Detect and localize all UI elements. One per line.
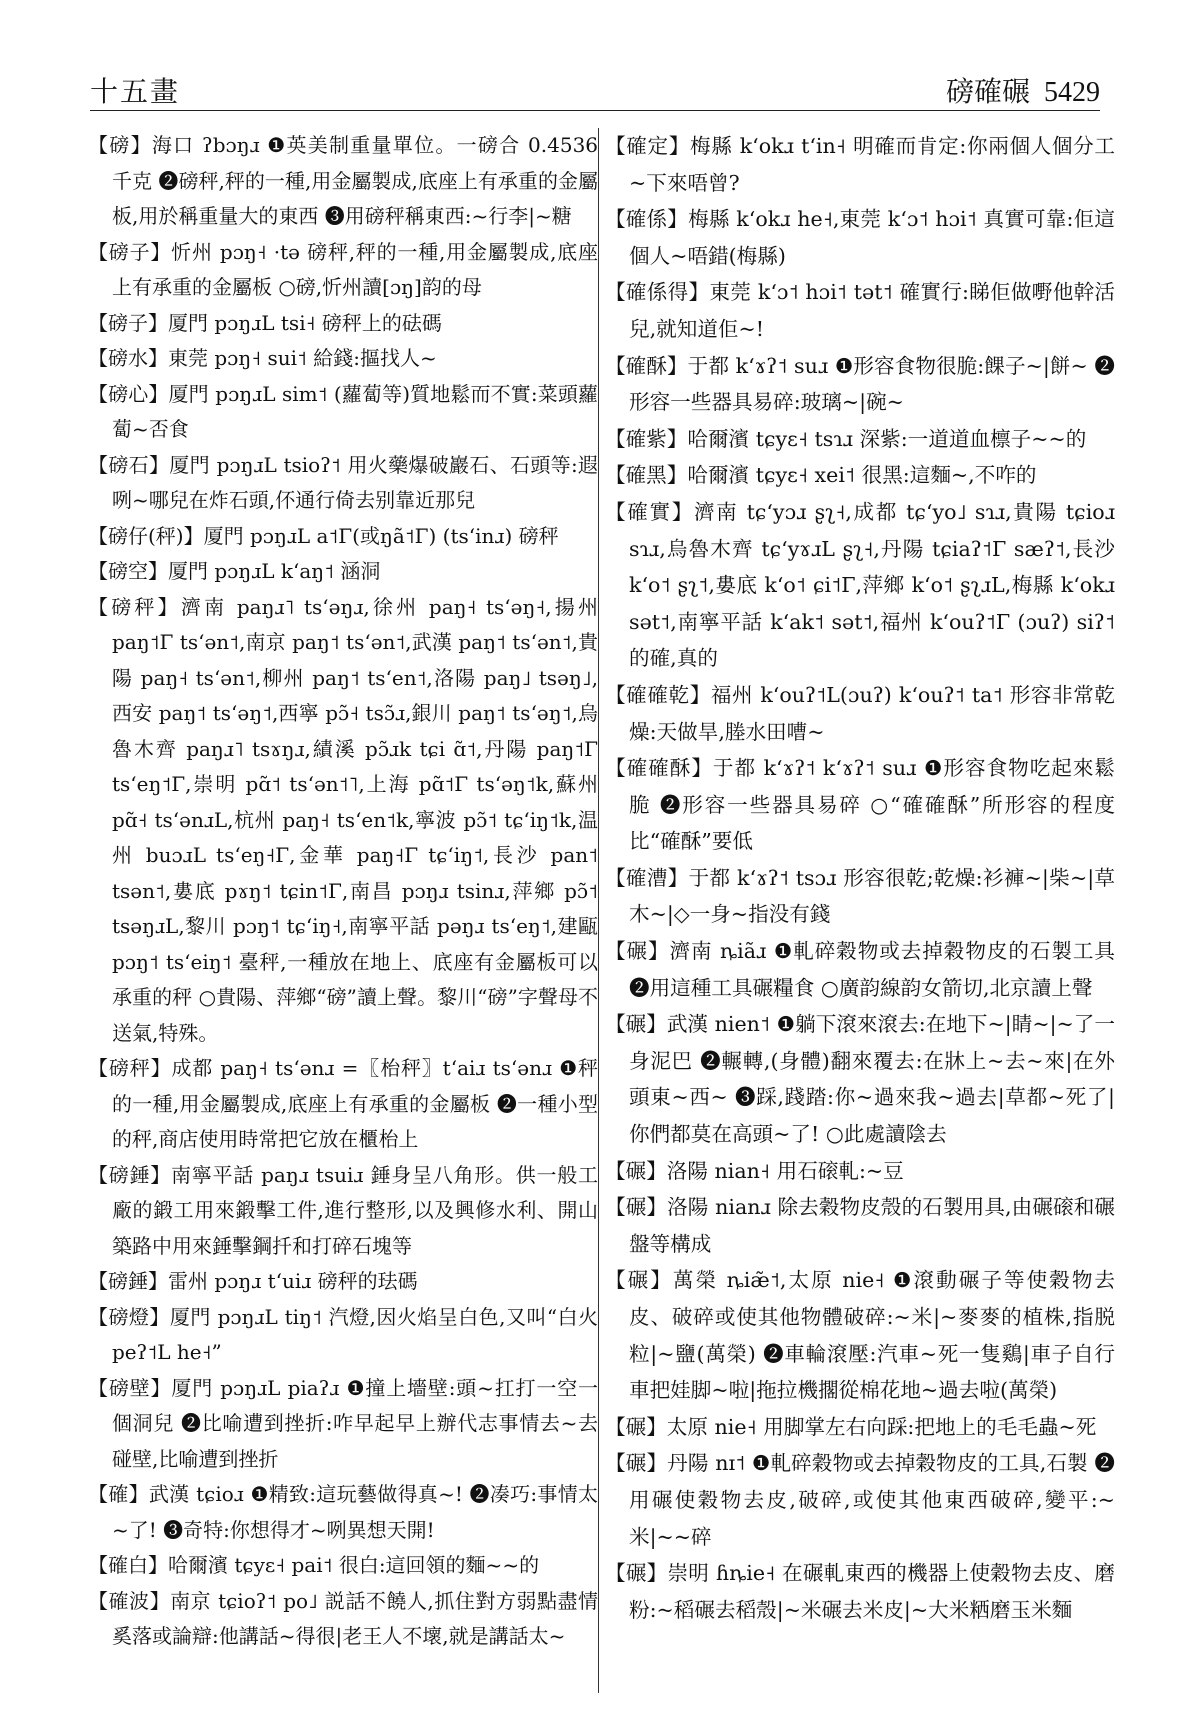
- bracket-close: 】: [666, 426, 688, 451]
- entry-headword: 確黑: [625, 463, 667, 488]
- bracket-close: 】: [149, 1588, 171, 1613]
- bracket-close: 】: [128, 1482, 149, 1506]
- bracket-open: 【: [605, 426, 626, 451]
- entry-definition: 梅縣 kʻokɹ tʻin˧ 明確而肯定:你兩個人個分工~下來唔曾?: [629, 134, 1116, 195]
- right-column: [605, 128, 1115, 1628]
- entry-definition: 福州 kʻouʔ˦L(ɔuʔ) kʻouʔ˦ ta˦ 形容非常乾燥:天做旱,塍水田嘈~: [629, 682, 1116, 744]
- dictionary-entry: [605, 1409, 1115, 1446]
- entry-headword: 磅空: [108, 559, 148, 583]
- entry-headword: 確漕: [625, 865, 668, 890]
- bracket-open: 【: [605, 756, 627, 781]
- entry-headword: 磅秤: [108, 1056, 151, 1080]
- bracket-close: 】: [150, 1375, 172, 1400]
- entry-definition: 濟南 ȵiãɹ ❶軋碎穀物或去掉穀物皮的石製工具 ❷用這種工具碾糧食 ○廣韵線韵女箭切,北京讀上聲: [629, 939, 1116, 1000]
- bracket-close: 】: [666, 463, 688, 488]
- entry-definition: 南京 tɕioʔ˦ po˩ 説話不饒人,抓住對方弱點盡情奚落或論辯:他講話~得很|老王人不壞,就是講話太~: [112, 1588, 599, 1648]
- entry-definition: 忻州 pɔŋ˧ ·tə 磅秤,秤的一種,用金屬製成,底座上有承重的金屬板 ○磅,忻州讀[ɔŋ]韵的母: [112, 239, 599, 299]
- entry-headword: 碾: [627, 1268, 651, 1293]
- entry-headword: 碾: [625, 1195, 647, 1220]
- bracket-close: 】: [148, 1553, 168, 1577]
- bracket-open: 【: [605, 280, 626, 305]
- entry-definition: 東莞 pɔŋ˧ sui˦ 給錢:摳找人~: [168, 346, 437, 370]
- bracket-open: 【: [605, 1451, 626, 1476]
- entry-headword: 確確乾: [626, 682, 690, 707]
- entry-definition: 洛陽 nianɹ 除去穀物皮殼的石製用具,由碾磙和碾盤等構成: [629, 1195, 1116, 1256]
- dictionary-entry: [88, 1584, 598, 1655]
- bracket-open: 【: [605, 1158, 626, 1183]
- bracket-close: 】: [646, 1561, 668, 1586]
- bracket-open: 【: [88, 1304, 109, 1329]
- dictionary-entry: [88, 1477, 598, 1548]
- entry-headword: 確酥: [625, 353, 667, 378]
- dictionary-entry: [605, 933, 1115, 1006]
- entry-headword: 磅子: [108, 239, 151, 264]
- bracket-open: 【: [88, 452, 109, 477]
- entry-definition: 崇明 ɦȵie˧ 在碾軋東西的機器上使穀物去皮、磨粉:~稻碾去稻殼|~米碾去米皮|~大米粞磨玉米麵: [629, 1561, 1115, 1622]
- dictionary-entry: [88, 341, 598, 377]
- dictionary-entry: [605, 348, 1115, 421]
- bracket-close: 】: [646, 1012, 667, 1037]
- bracket-close: 】: [157, 594, 181, 619]
- bracket-open: 【: [605, 207, 626, 232]
- bracket-open: 【: [605, 1268, 628, 1293]
- bracket-open: 【: [88, 594, 112, 619]
- header-guide-chars: 磅確碾: [945, 75, 1030, 108]
- dictionary-entry: [88, 1051, 598, 1158]
- entry-definition: 厦門 pɔŋɹL sim˦ (蘿蔔等)質地鬆而不實:菜頭蘿蔔~否食: [112, 381, 599, 441]
- bracket-close: 】: [148, 452, 170, 477]
- bracket-open: 【: [605, 682, 627, 707]
- entry-definition: 東莞 kʻɔ˦ hɔi˦ tət˦ 確實行:睇佢做嘢他幹活兒,就知道佢~!: [629, 280, 1116, 341]
- entry-headword: 碾: [625, 1451, 647, 1476]
- bracket-close: 】: [650, 1268, 673, 1293]
- dictionary-entry: [605, 1189, 1115, 1262]
- bracket-open: 【: [88, 310, 108, 335]
- column-divider: [598, 128, 599, 1693]
- header-section-title: 十五畫: [90, 75, 181, 108]
- dictionary-entry: [605, 274, 1115, 347]
- bracket-close: 】: [148, 346, 168, 370]
- entry-definition: 厦門 pɔŋɹL tiŋ˦ 汽燈,因火焰呈白色,又叫“白火 peʔ˦L he˧”: [112, 1304, 599, 1364]
- dictionary-entry: [605, 1445, 1115, 1555]
- dictionary-entry: [88, 554, 598, 590]
- entry-headword: 確波: [108, 1588, 150, 1613]
- bracket-open: 【: [88, 1162, 109, 1187]
- entry-definition: 濟南 paŋɹ˥ tsʻəŋɹ,徐州 paŋ˧ tsʻəŋ˧,揚州 paŋ˦Γ tsʻən˦,南京 paŋ˦ tsʻən˦,武漢 paŋ˦ tsʻən˦,貴陽 paŋ˧ tsʻən˦,柳州 paŋ˦ tsʻen˦,洛陽 paŋ˩ tsəŋ˩,西安 paŋ˦ tsʻəŋ˦,西寧 pɔ̃˧ tsɔ̃ɹ,銀川 paŋ˦ tsʻəŋ˦,烏魯木齊 paŋɹ˥ tsɤŋɹ,績溪 pɔ̃ɹk tɕi ɑ̃˦,丹陽 paŋ˦Γ tsʻeŋ˦Γ,崇明 pɑ̃˦ tsʻən˦˥,上海 pɑ̃˦Γ tsʻəŋ˦k,蘇州 pɑ̃˧ tsʻənɹL,杭州 paŋ˧ tsʻen˦k,寧波 pɔ̃˦ tɕʻiŋ˦k,温州 buɔɹL tsʻeŋ˧Γ,金華 paŋ˧Γ tɕʻiŋ˦,長沙 pan˦ tsən˦,婁底 pɤŋ˦ tɕin˦Γ,南昌 pɔŋɹ tsinɹ,萍鄉 pɔ̃˦ tsəŋɹL,黎川 pɔŋ˦ tɕʻiŋ˧,南寧平話 pəŋɹ tsʻeŋ˦,建甌 pɔŋ˦ tsʻeiŋ˦ 臺秤,一種放在地上、底座有金屬板可以承重的秤 ○貴陽、萍鄉“磅”讀上聲。黎川“磅”字聲母不送氣,特殊。: [112, 594, 598, 1045]
- entry-headword: 磅秤: [111, 594, 158, 619]
- bracket-close: 】: [646, 1158, 667, 1183]
- bracket-close: 】: [688, 280, 710, 305]
- entry-definition: 哈爾濱 tɕyɛ˧ xei˦ 很黑:這麵~,不咋的: [687, 463, 1037, 488]
- bracket-close: 】: [648, 939, 670, 964]
- dictionary-entry: [88, 1371, 598, 1478]
- dictionary-entry: [605, 1262, 1115, 1408]
- bracket-open: 【: [605, 1561, 626, 1586]
- entry-headword: 磅燈: [108, 1304, 150, 1329]
- entry-headword: 磅子: [108, 310, 148, 335]
- dictionary-entry: [88, 1158, 598, 1265]
- bracket-open: 【: [88, 381, 109, 406]
- left-column: [88, 128, 598, 1655]
- entry-definition: 洛陽 nian˧ 用石磙軋:~豆: [666, 1158, 904, 1183]
- entry-definition: 哈爾濱 tɕyɛ˧ pai˦ 很白:這回領的麵~~的: [168, 1553, 540, 1577]
- entry-headword: 磅壁: [108, 1375, 151, 1400]
- dictionary-entry: [605, 860, 1115, 933]
- entry-definition: 于都 kʻɤʔ˦ kʻɤʔ˦ suɹ ❶形容食物吃起來鬆脆 ❷形容一些器具易碎 ○“確確酥”所形容的程度比“確酥”要低: [629, 756, 1116, 854]
- dictionary-entry: [88, 1300, 598, 1371]
- entry-headword: 確紫: [625, 426, 667, 451]
- bracket-close: 】: [183, 523, 204, 548]
- bracket-open: 【: [605, 499, 628, 524]
- dictionary-entry: [605, 421, 1115, 458]
- dictionary-entry: [605, 1153, 1115, 1190]
- page-header: [90, 62, 1100, 111]
- entry-definition: 厦門 pɔŋɹL tsi˧ 磅秤上的砝碼: [168, 310, 442, 335]
- header-right: [946, 70, 1100, 110]
- dictionary-entry: [88, 235, 598, 306]
- dictionary-entry: [605, 494, 1115, 677]
- bracket-open: 【: [88, 1375, 109, 1400]
- bracket-close: 】: [646, 1195, 668, 1220]
- entry-definition: 成都 paŋ˧ tsʻənɹ =〖枱秤〗tʻaiɹ tsʻənɹ ❶秤的一種,用金屬製成,底座上有承重的金屬板 ❷一種小型的秤,商店使用時常把它放在櫃枱上: [112, 1056, 599, 1151]
- entry-headword: 磅石: [108, 452, 149, 477]
- bracket-open: 【: [88, 1056, 109, 1080]
- bracket-close: 】: [646, 1451, 668, 1476]
- dictionary-entry: [605, 201, 1115, 274]
- bracket-close: 】: [130, 133, 152, 157]
- bracket-close: 】: [691, 756, 713, 781]
- dictionary-entry: [605, 457, 1115, 494]
- entry-definition: 于都 kʻɤʔ˦ suɹ ❶形容食物很脆:餜子~|餅~ ❷形容一些器具易碎:玻璃~|碗~: [629, 353, 1116, 415]
- entry-headword: 磅: [109, 133, 131, 157]
- entry-headword: 碾: [625, 1561, 647, 1586]
- entry-definition: 厦門 pɔŋɹL a˦Γ(或ŋã˦Γ) (tsʻinɹ) 磅秤: [203, 523, 559, 548]
- entry-headword: 磅錘: [108, 1269, 148, 1293]
- bracket-open: 【: [605, 134, 627, 158]
- bracket-close: 】: [150, 1162, 171, 1187]
- entry-definition: 武漢 nien˦ ❶躺下滾來滾去:在地下~|睛~|~了一身泥巴 ❷輾轉,(身體)翻來覆去:在牀上~去~來|在外頭東~西~ ❸踩,踐踏:你~過來我~過去|草都~死了|你們都莫在高頭~了! ○此處讀陰去: [629, 1012, 1116, 1147]
- dictionary-entry: [88, 377, 598, 448]
- bracket-close: 】: [148, 559, 168, 583]
- bracket-open: 【: [88, 346, 108, 370]
- bracket-open: 【: [88, 1482, 109, 1506]
- bracket-close: 】: [148, 1269, 168, 1293]
- entry-definition: 于都 kʻɤʔ˦ tsɔɹ 形容很乾;乾燥:衫褲~|柴~|草木~|◇一身~指没有錢: [629, 865, 1116, 927]
- entry-headword: 確定: [626, 134, 669, 158]
- entry-headword: 碾: [626, 939, 649, 964]
- bracket-close: 】: [668, 134, 690, 158]
- bracket-open: 【: [605, 1012, 626, 1037]
- entry-headword: 碾: [625, 1414, 647, 1439]
- dictionary-entry: [88, 128, 598, 235]
- entry-definition: 雷州 pɔŋɹ tʻuiɹ 磅秤的珐碼: [168, 1269, 418, 1293]
- entry-definition: 萬榮 ȵiæ̃˦,太原 nie˧ ❶滾動碾子等使穀物去皮、破碎或使其他物體破碎:~米|~麥麥的植株,指脱粒|~鹽(萬榮) ❷車輪滾壓:汽車~死一隻鷄|車子自行車把娃脚~啦|拖拉機擱從棉花地~過去啦(萬榮): [629, 1268, 1116, 1403]
- page-number: 5429: [1044, 77, 1100, 108]
- bracket-open: 【: [605, 939, 627, 964]
- entry-headword: 磅水: [108, 346, 148, 370]
- bracket-open: 【: [605, 1414, 626, 1439]
- bracket-close: 】: [150, 239, 172, 264]
- dictionary-entry: [88, 519, 598, 555]
- entry-definition: 厦門 pɔŋɹL tsioʔ˦ 用火藥爆破巖石、石頭等:遐咧~哪兒在炸石頭,伓通行倚去别靠近那兒: [112, 452, 599, 512]
- bracket-open: 【: [88, 559, 108, 583]
- entry-definition: 海口 ʔbɔŋɹ ❶英美制重量單位。一磅合 0.4536 千克 ❷磅秤,秤的一種,用金屬製成,底座上有承重的金屬板,用於稱重量大的東西 ❸用磅秤稱東西:~行李|~糖: [112, 133, 599, 228]
- bracket-open: 【: [88, 239, 109, 264]
- dictionary-entry: [605, 750, 1115, 860]
- bracket-open: 【: [88, 133, 110, 157]
- dictionary-entry: [605, 1006, 1115, 1152]
- entry-headword: 碾: [625, 1158, 647, 1183]
- entry-headword: 確: [108, 1482, 129, 1506]
- bracket-close: 】: [667, 865, 689, 890]
- entry-definition: 丹陽 nɪ˦ ❶軋碎穀物或去掉穀物皮的工具,石製 ❷用碾使穀物去皮,破碎,或使其他東西破碎,變平:~米|~~碎: [629, 1451, 1116, 1549]
- bracket-close: 】: [646, 1414, 667, 1439]
- entry-headword: 確實: [627, 499, 672, 524]
- dictionary-entry: [605, 1555, 1115, 1628]
- entry-headword: 磅心: [108, 381, 149, 406]
- entry-definition: 南寧平話 paŋɹ tsuiɹ 錘身呈八角形。供一般工廠的鍛工用來鍛擊工件,進行整形,以及興修水利、開山築路中用來錘擊鋼扦和打碎石塊等: [112, 1162, 599, 1258]
- entry-definition: 梅縣 kʻokɹ he˧,東莞 kʻɔ˦ hɔi˦ 真實可靠:佢這個人~唔錯(梅縣): [629, 207, 1116, 268]
- entry-headword: 磅仔(秤): [108, 523, 184, 548]
- bracket-open: 【: [605, 463, 626, 488]
- bracket-close: 】: [671, 499, 694, 524]
- dictionary-entry: [605, 677, 1115, 750]
- bracket-close: 】: [149, 1304, 170, 1329]
- dictionary-entry: [605, 128, 1115, 201]
- bracket-open: 【: [605, 865, 626, 890]
- entry-definition: 武漢 tɕioɹ ❶精致:這玩藝做得真~! ❷凑巧:事情太~了! ❸奇特:你想得才~咧異想天開!: [112, 1482, 599, 1542]
- entry-definition: 濟南 tɕʻyɔɹ ʂʅ˧,成都 tɕʻyo˩ sɿɹ,貴陽 tɕioɹ sɿɹ,烏魯木齊 tɕʻyɤɹL ʂʅ˧,丹陽 tɕiaʔ˦Γ sæʔ˦,長沙 kʻo˦ ʂʅ˦,婁底 kʻo˦ ɕi˦Γ,萍鄉 kʻo˦ ʂʅɹL,梅縣 kʻokɹ sət˦,南寧平話 kʻak˦ sət˦,福州 kʻouʔ˦Γ (ɔuʔ) siʔ˦ 的確,真的: [629, 499, 1116, 671]
- dictionary-entry: [88, 1264, 598, 1300]
- entry-headword: 確係得: [625, 280, 689, 305]
- entry-definition: 哈爾濱 tɕyɛ˧ tsɿɹ 深紫:一道道血檩子~~的: [687, 426, 1087, 451]
- dictionary-entry: [88, 590, 598, 1052]
- bracket-open: 【: [605, 353, 626, 378]
- bracket-close: 】: [148, 310, 168, 335]
- entry-headword: 磅錘: [108, 1162, 151, 1187]
- bracket-close: 】: [689, 682, 711, 707]
- bracket-open: 【: [605, 1195, 626, 1220]
- entry-definition: 厦門 pɔŋɹL piaʔɹ ❶撞上墻壁:頭~扛打一空一個洞兒 ❷比喻遭到挫折:咋早起早上辦代志事情去~去碰壁,比喻遭到挫折: [112, 1375, 599, 1471]
- entry-definition: 厦門 pɔŋɹL kʻaŋ˦ 涵洞: [168, 559, 381, 583]
- dictionary-entry: [88, 1548, 598, 1584]
- bracket-close: 】: [150, 1056, 172, 1080]
- bracket-open: 【: [88, 1588, 109, 1613]
- bracket-close: 】: [667, 353, 688, 378]
- bracket-close: 】: [148, 381, 169, 406]
- dictionary-entry: [88, 448, 598, 519]
- bracket-open: 【: [88, 1269, 108, 1293]
- entry-definition: 太原 nie˧ 用脚掌左右向踩:把地上的毛毛蟲~死: [666, 1414, 1097, 1439]
- bracket-open: 【: [88, 523, 108, 548]
- dictionary-entry: [88, 306, 598, 342]
- entry-headword: 確確酥: [626, 756, 692, 781]
- bracket-close: 】: [667, 207, 689, 232]
- entry-headword: 確白: [108, 1553, 148, 1577]
- entry-headword: 確係: [625, 207, 668, 232]
- entry-headword: 碾: [625, 1012, 647, 1037]
- bracket-open: 【: [88, 1553, 108, 1577]
